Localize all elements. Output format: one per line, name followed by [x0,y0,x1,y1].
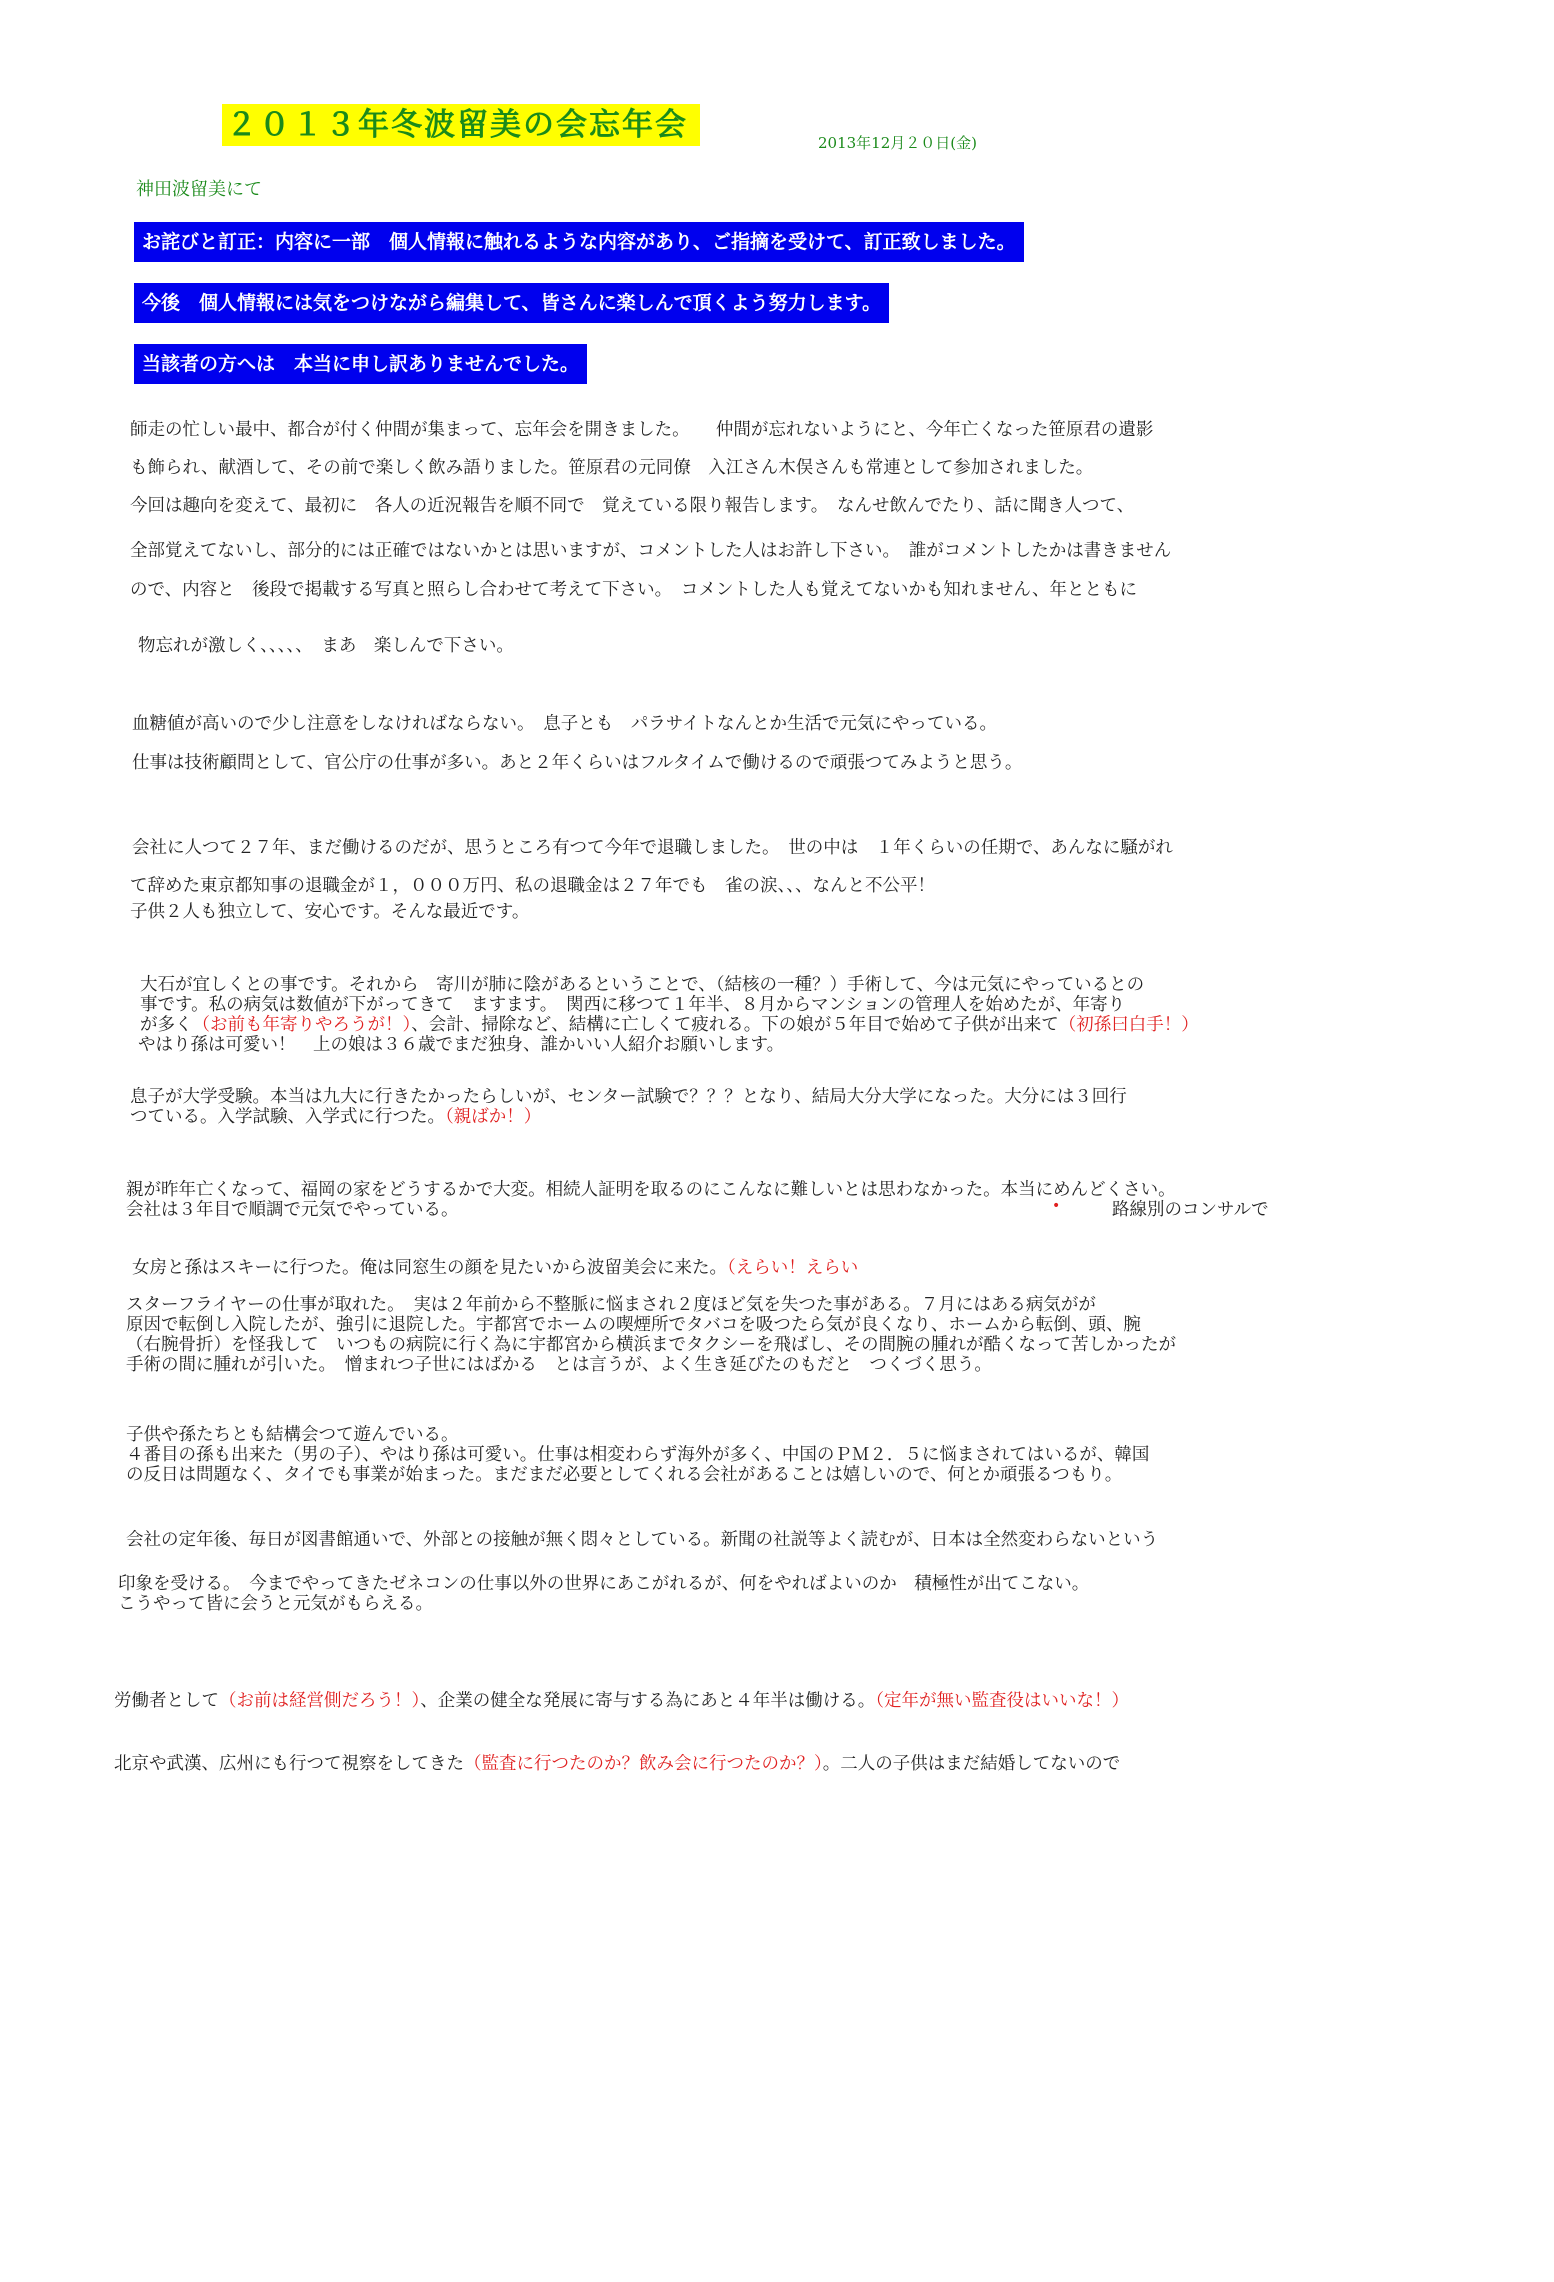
report-line: 会社は３年目で順調で元気でやっている。 [126,1200,459,1220]
intro-line: 物忘れが激しく、、、、、 まあ 楽しんで下さい。 [138,636,514,656]
report-text: 北京や武漢、広州にも行つて視察をしてきた [114,1754,464,1774]
comment-retort: （お前も年寄りやろうが！） [192,1015,412,1035]
report-line [132,1258,858,1278]
notice-policy: 今後 個人情報には気をつけながら編集して、皆さんに楽しんで頂くよう努力します。 [134,283,889,323]
report-line: 子供や孫たちとも結構会つて遊んでいる。 [126,1425,459,1445]
report-line [114,1691,1129,1711]
report-line: 事です。私の病気は数値が下がってきて ますます。 関西に移つて１年半、８月からマンションの管理人を始めたが、年寄り [140,995,1126,1015]
report-line: 仕事は技術顧問として、官公庁の仕事が多い。あと２年くらいはフルタイムで働けるので頑張つてみようと思う。 [132,753,1023,773]
report-line: 息子が大学受験。本当は九大に行きたかったらしいが、センター試験で？？？となり、結局大分大学になった。大分には３回行 [130,1087,1127,1107]
comment-retort: （定年が無い監査役はいいな！） [875,1691,1129,1711]
report-line: （右腕骨折）を怪我して いつもの病院に行く為に宇都宮から横浜までタクシーを飛ばし、その間腕の腫れが酷くなって苦しかったが [126,1335,1176,1355]
report-text: 。二人の子供はまだ結婚してないので [822,1754,1121,1774]
report-line: 印象を受ける。 今までやってきたゼネコンの仕事以外の世界にあこがれるが、何をやればよいのか 積極性が出てこない。 [118,1574,1090,1594]
report-text: 、企業の健全な発展に寄与する為にあと４年半は働ける。 [420,1691,876,1711]
report-line [140,1015,1199,1035]
notice-correction: お詫びと訂正：内容に一部 個人情報に触れるような内容があり、ご指摘を受けて、訂正致しました。 [134,222,1024,262]
intro-line: 今回は趣向を変えて、最初に 各人の近況報告を順不同で 覚えている限り報告します。 なんせ飲んでたり、話に聞き人つて、 [130,496,1135,516]
report-text: 女房と孫はスキーに行つた。俺は同窓生の顔を見たいから波留美会に来た。 [132,1258,727,1278]
intro-line: ので、内容と 後段で掲載する写真と照らし合わせて考えて下さい。 コメントした人も覚えてないかも知れません、年とともに [130,580,1137,600]
comment-retort: （お前は経営側だろう！） [219,1691,421,1711]
report-line: 路線別のコンサルで [1112,1200,1269,1220]
report-line: やはり孫は可愛い！ 上の娘は３６歳でまだ独身、誰かいい人紹介お願いします。 [138,1035,785,1055]
page-title: ２０１３年冬波留美の会忘年会 [222,104,700,146]
report-line [114,1754,1120,1774]
report-line [130,1107,541,1127]
report-line: 会社の定年後、毎日が図書館通いで、外部との接触が無く悶々としている。新聞の社説等よく読むが、日本は全然変わらないという [126,1530,1159,1550]
intro-line: 全部覚えてないし、部分的には正確ではないかとは思いますが、コメントした人はお許し下さい。 誰がコメントしたかは書きません [130,541,1172,561]
report-line: て辞めた東京都知事の退職金が１，０００万円、私の退職金は２７年でも 雀の涙、、、なんと不公平！ [130,876,935,896]
report-line: 手術の間に腫れが引いた。 憎まれつ子世にはばかる とは言うが、よく生き延びたのもだと つくづく思う。 [126,1355,992,1375]
report-line: 親が昨年亡くなって、福岡の家をどうするかで大変。相続人証明を取るのにこんなに難しいとは思わなかった。本当にめんどくさい。 [126,1180,1176,1200]
event-date: 2013年12月２０日(金) [818,134,977,152]
report-line: 子供２人も独立して、安心です。そんな最近です。 [130,902,530,922]
report-line: 会社に人つて２７年、まだ働けるのだが、思うところ有つて今年で退職しました。 世の中は １年くらいの任期で、あんなに騒がれ [132,838,1173,858]
comment-retort: （親ばか！） [445,1107,542,1127]
report-line: の反日は問題なく、タイでも事業が始まった。まだまだ必要としてくれる会社があることは嬉しいので、何とか頑張るつもり。 [126,1465,1123,1485]
intro-line: も飾られ、献酒して、その前で楽しく飲み語りました。笹原君の元同僚 入江さん木俣さんも常連として参加されました。 [130,458,1094,478]
report-line: ４番目の孫も出来た（男の子）、やはり孫は可愛い。仕事は相変わらず海外が多く、中国のＰＭ２．５に悩まされてはいるが、韓国 [126,1445,1150,1465]
report-line: 血糖値が高いので少し注意をしなければならない。 息子とも パラサイトなんとか生活で元気にやっている。 [132,714,998,734]
report-text: 、会計、掃除など、結構に亡しくて疲れる。下の娘が５年目で始めて子供が出来て [411,1015,1059,1035]
venue: 神田波留美にて [136,179,262,200]
comment-retort: （えらい！えらい [727,1258,859,1278]
comment-retort: （監査に行つたのか？飲み会に行つたのか？） [464,1754,823,1774]
report-text: 労働者として [114,1691,219,1711]
report-text: つている。入学試験、入学式に行つた。 [130,1107,445,1127]
mark-dot: • [1052,1198,1061,1214]
report-line: スターフライヤーの仕事が取れた。 実は２年前から不整脈に悩まされ２度ほど気を失つた事がある。７月にはある病気がが [126,1295,1096,1315]
report-line: 原因で転倒し入院したが、強引に退院した。宇都宮でホームの喫煙所でタバコを吸つたら気が良くなり、ホームから転倒、頭、腕 [126,1315,1141,1335]
notice-apology: 当該者の方へは 本当に申し訳ありませんでした。 [134,344,587,384]
report-line: 大石が宜しくとの事です。それから 寄川が肺に陰があるということで、（結核の一種？）手術して、今は元気にやっているとの [140,975,1145,995]
intro-line: 師走の忙しい最中、都合が付く仲間が集まって、忘年会を開きました。 仲間が忘れないようにと、今年亡くなった笹原君の遺影 [130,420,1154,440]
report-text: が多く [140,1015,193,1035]
comment-retort: （初孫曰白手！） [1058,1015,1199,1035]
report-line: こうやって皆に会うと元気がもらえる。 [118,1594,433,1614]
